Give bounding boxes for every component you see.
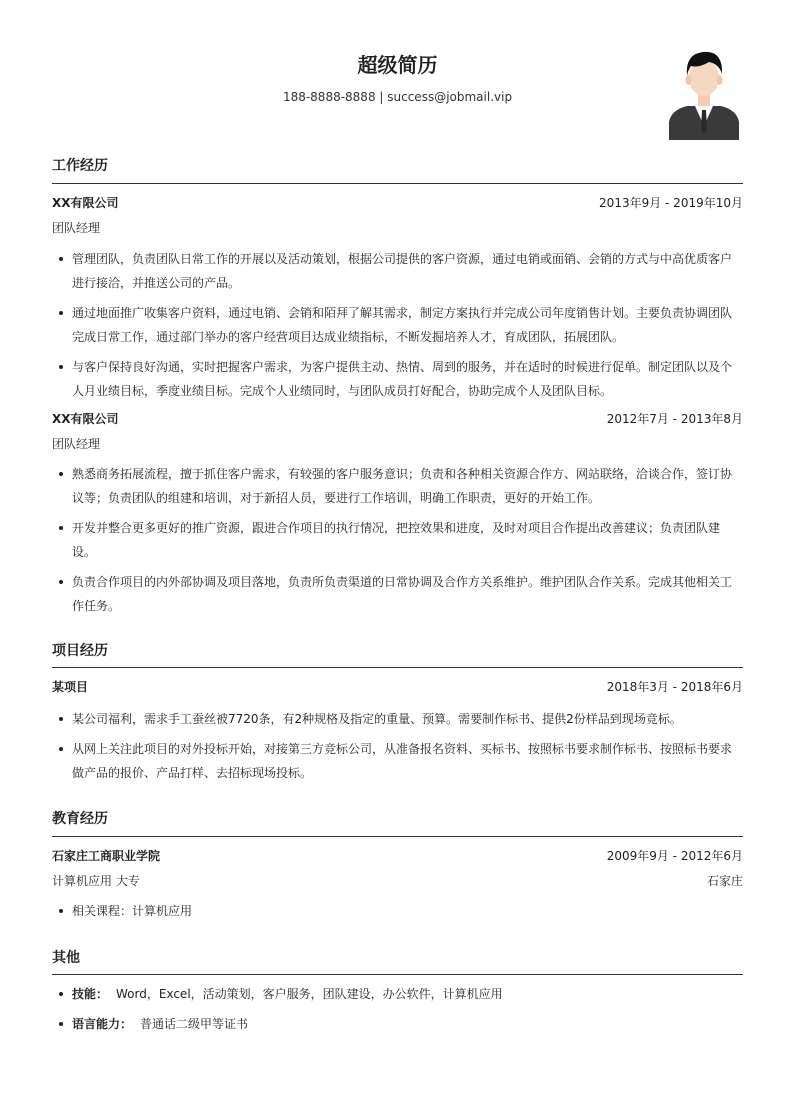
language-value: 普通话二级甲等证书 xyxy=(140,1017,249,1031)
list-item: 与客户保持良好沟通，实时把握客户需求，为客户提供主动、热情、周到的服务，并在适时的时候进行促单。制定团队以及个人月业绩目标，季度业绩目标。完成个人业绩同时，与团队成员打好配合，协助完成个人及团队目标。 xyxy=(52,355,743,403)
job-dates: 2012年7月 - 2013年8月 xyxy=(606,412,743,426)
list-item: 从网上关注此项目的对外投标开始，对接第三方竞标公司，从准备报名资料、买标书、按照标书要求制作标书、按照标书要求做产品的报价、产品打样、去招标现场投标。 xyxy=(52,737,743,785)
school-name: 石家庄工商职业学院 xyxy=(52,849,161,863)
job-role: 团队经理 xyxy=(52,221,101,235)
list-item: 负责合作项目的内外部协调及项目落地，负责所负责渠道的日常协调及合作方关系维护。维护团队合作关系。完成其他相关工作任务。 xyxy=(52,570,743,618)
job-bullets xyxy=(52,462,743,618)
education-bullets xyxy=(52,899,743,923)
job-role-row xyxy=(52,218,743,238)
skills-value: Word，Excel，活动策划，客户服务，团队建设，办公软件，计算机应用 xyxy=(116,987,503,1001)
job-role-row xyxy=(52,434,743,454)
education-detail xyxy=(52,871,743,891)
education-dates: 2009年9月 - 2012年6月 xyxy=(606,849,743,863)
job-role: 团队经理 xyxy=(52,437,101,451)
contact-line: 188-8888-8888 | success@jobmail.vip xyxy=(282,90,513,104)
section-title-projects: 项目经历 xyxy=(52,643,108,659)
education-major: 计算机应用 大专 xyxy=(52,874,140,888)
list-item xyxy=(52,1012,743,1036)
list-item: 相关课程：计算机应用 xyxy=(52,899,743,923)
education-location: 石家庄 xyxy=(706,874,743,888)
section-title-work: 工作经历 xyxy=(52,158,108,174)
job-dates: 2013年9月 - 2019年10月 xyxy=(599,196,743,210)
section-title-other: 其他 xyxy=(52,950,80,966)
list-item: 开发并整合更多更好的推广资源，跟进合作项目的执行情况，把控效果和进度，及时对项目合作提出改善建议；负责团队建设。 xyxy=(52,516,743,564)
other-bullets xyxy=(52,982,743,1036)
job-bullets xyxy=(52,247,743,403)
skills-label: 技能： xyxy=(72,987,109,1001)
project-dates: 2018年3月 - 2018年6月 xyxy=(606,680,743,694)
section-divider xyxy=(52,183,743,184)
project-bullets xyxy=(52,707,743,785)
job-company: XX有限公司 xyxy=(52,412,119,426)
candidate-name: 超级简历 xyxy=(357,53,438,77)
section-divider xyxy=(52,836,743,837)
list-item: 管理团队，负责团队日常工作的开展以及活动策划，根据公司提供的客户资源，通过电销或面销、会销的方式与中高优质客户进行接洽，并推送公司的产品。 xyxy=(52,247,743,295)
section-title-education: 教育经历 xyxy=(52,811,108,827)
project-name: 某项目 xyxy=(52,680,89,694)
list-item: 通过地面推广收集客户资料，通过电销、会销和陌拜了解其需求，制定方案执行并完成公司年度销售计划。主要负责协调团队完成日常工作，通过部门举办的客户经营项目达成业绩指标，不断发掘培养人才，育成团队，拓展团队。 xyxy=(52,301,743,349)
job-header xyxy=(52,193,743,213)
section-divider xyxy=(52,667,743,668)
resume-header xyxy=(52,50,743,106)
list-item: 某公司福利，需求手工蚕丝被7720条，有2种规格及指定的重量、预算。需要制作标书、提供2份样品到现场竞标。 xyxy=(52,707,743,731)
list-item xyxy=(52,982,743,1006)
list-item: 熟悉商务拓展流程，擅于抓住客户需求，有较强的客户服务意识；负责和各种相关资源合作方、网站联络，洽谈合作，签订协议等；负责团队的组建和培训，对于新招人员，要进行工作培训，明确工作职责，更好的开始工作。 xyxy=(52,462,743,510)
education-header xyxy=(52,846,743,866)
job-company: XX有限公司 xyxy=(52,196,119,210)
language-label: 语言能力： xyxy=(72,1017,133,1031)
avatar-icon xyxy=(669,44,739,140)
project-header xyxy=(52,677,743,697)
section-divider xyxy=(52,974,743,975)
job-header xyxy=(52,409,743,429)
